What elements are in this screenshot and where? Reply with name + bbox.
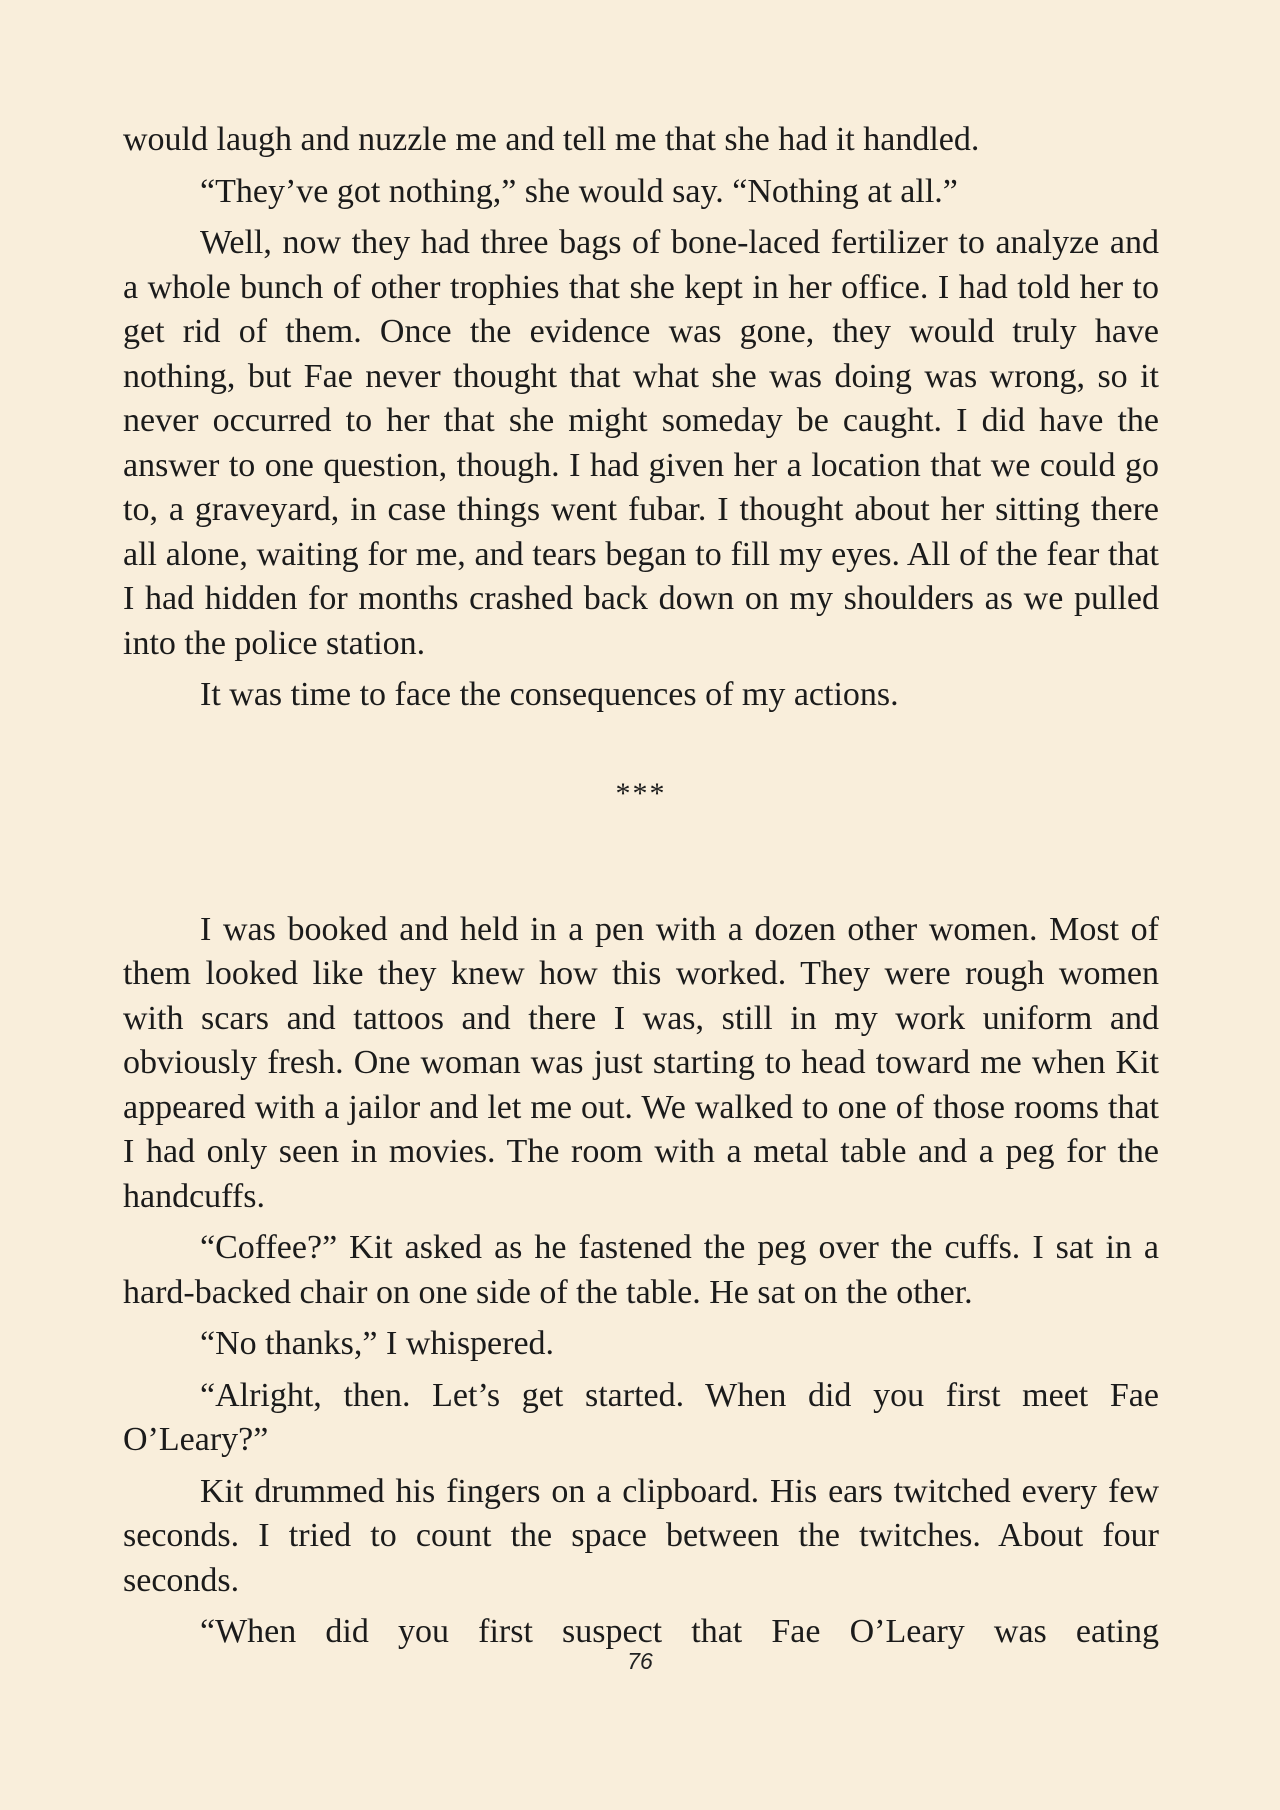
paragraph: would laugh and nuzzle me and tell me that she had it handled. [123, 121, 980, 158]
paragraph: “When did you first suspect that Fae O’Leary was eating [200, 1613, 1159, 1650]
paragraph: “They’ve got nothing,” she would say. “Nothing at all.” [200, 172, 958, 210]
paragraph: “Coffee?” Kit asked as he fastened the peg over the cuffs. I sat in a hard-backed chair on one side of the table. He sat on the other. [123, 1229, 1159, 1311]
paragraph: Well, now they had three bags of bone-laced fertilizer to analyze and a whole bunch of other trophies that she kept in her office. I had told her to get rid of them. Once the evidence was gone, they would truly have nothing, but Fae never thought that what she was doing was wrong, so it never occurred to her that she might someday be caught. I did have the answer to one question, though. I had given her a location that we could go to, a graveyard, in case things went fubar. I thought about her sitting there all alone, waiting for me, and tears began to fill my eyes. All of the fear that I had hidden for months crashed back down on my shoulders as we pulled into the police station. [123, 224, 1159, 662]
page-number: 76 [627, 1648, 653, 1674]
paragraph: Kit drummed his fingers on a clipboard. His ears twitched every few seconds. I tried to count the space between the twitches. About four seconds. [123, 1472, 1159, 1599]
page-body [123, 118, 1159, 1655]
paragraph: I was booked and held in a pen with a dozen other women. Most of them looked like they knew how this worked. They were rough women with scars and tattoos and there I was, still in my work uniform and obviously fresh. One woman was just starting to head toward me when Kit appeared with a jailor and let me out. We walked to one of those rooms that I had only seen in movies. The room with a metal table and a peg for the handcuffs. [123, 910, 1159, 1215]
paragraph: “No thanks,” I whispered. [200, 1325, 555, 1362]
paragraph: It was time to face the consequences of my actions. [200, 676, 899, 713]
paragraph: “Alright, then. Let’s get started. When did you first meet Fae O’Leary?” [123, 1376, 1159, 1458]
scene-break: *** [615, 776, 667, 810]
